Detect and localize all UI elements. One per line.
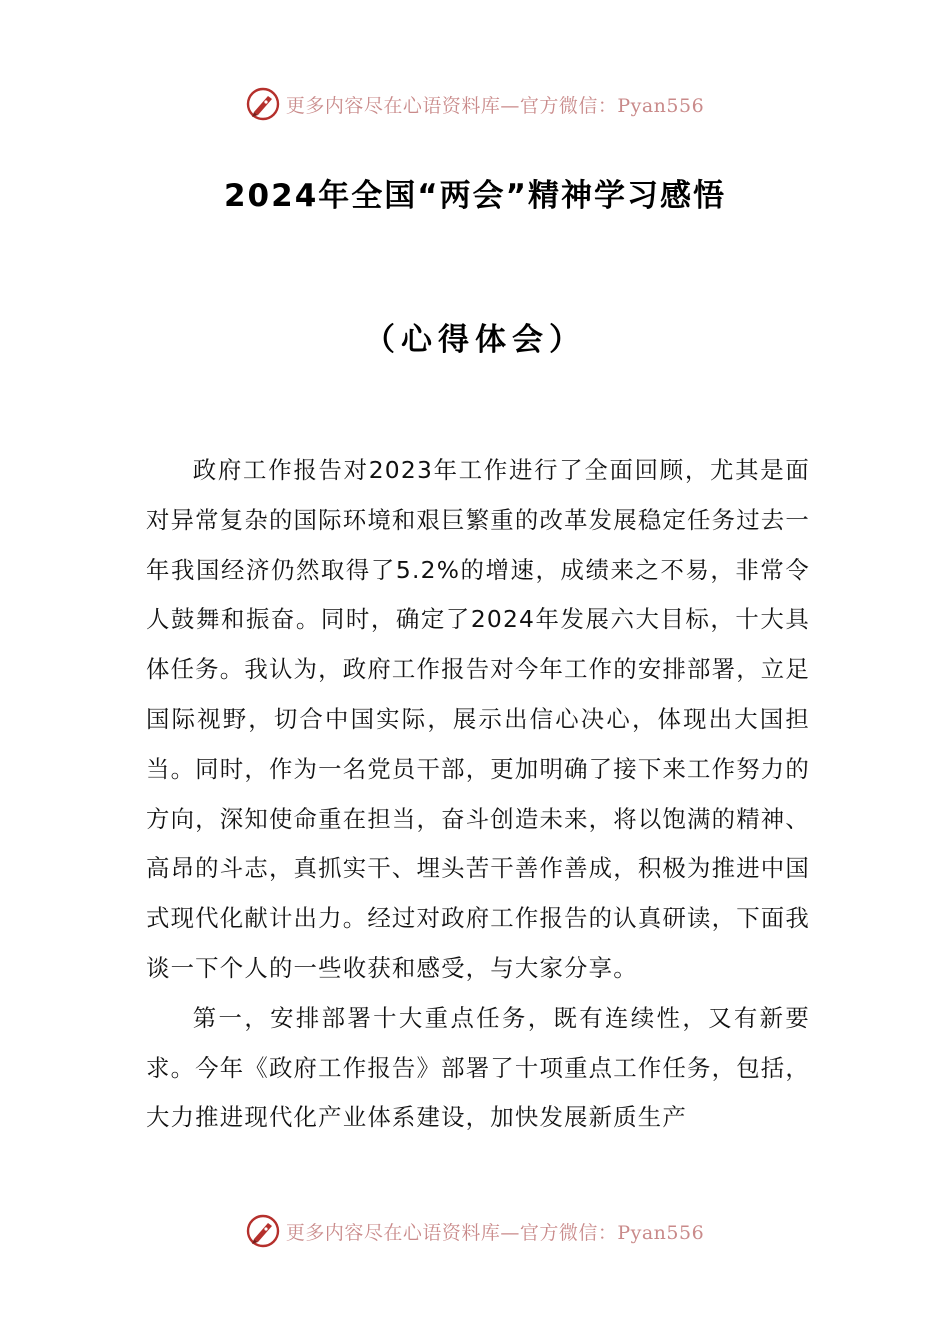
document-body xyxy=(146,446,810,1143)
header-watermark xyxy=(0,84,950,124)
watermark-text: 更多内容尽在心语资料库—官方微信：Pyan556 xyxy=(285,94,705,117)
document-subtitle: （心得体会） xyxy=(364,322,586,358)
paragraph: 第一，安排部署十大重点任务，既有连续性，又有新要求。今年《政府工作报告》部署了十项重点工作任务，包括，大力推进现代化产业体系建设，加快发展新质生产 xyxy=(146,1003,810,1132)
document-title: 2024年全国“两会”精神学习感悟 xyxy=(223,178,727,214)
footer-watermark xyxy=(0,1211,950,1251)
pen-logo-icon xyxy=(246,1214,280,1248)
watermark-text: 更多内容尽在心语资料库—官方微信：Pyan556 xyxy=(285,1221,705,1244)
pen-logo-icon xyxy=(246,87,280,121)
paragraph: 政府工作报告对2023年工作进行了全面回顾，尤其是面对异常复杂的国际环境和艰巨繁重的改革发展稳定任务过去一年我国经济仍然取得了5.2%的增速，成绩来之不易，非常令人鼓舞和振奋。同时，确定了2024年发展六大目标，十大具体任务。我认为，政府工作报告对今年工作的安排部署，立足国际视野，切合中国实际，展示出信心决心，体现出大国担当。同时，作为一名党员干部，更加明确了接下来工作努力的方向，深知使命重在担当，奋斗创造未来，将以饱满的精神、高昂的斗志，真抓实干、埋头苦干善作善成，积极为推进中国式现代化献计出力。经过对政府工作报告的认真研读，下面我谈一下个人的一些收获和感受，与大家分享。 xyxy=(146,456,810,982)
